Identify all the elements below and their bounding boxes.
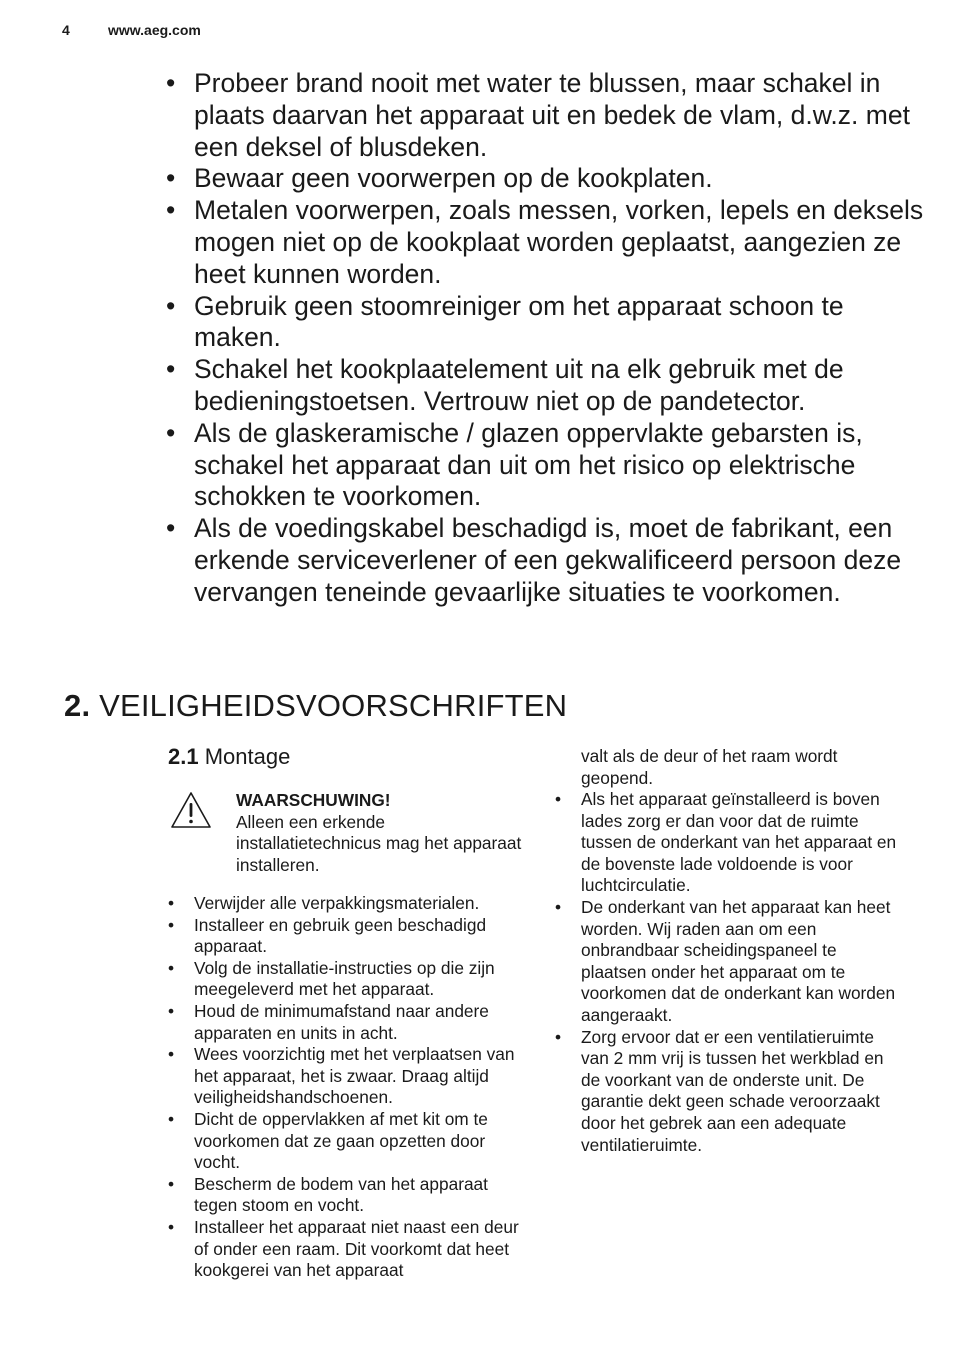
warning-triangle-icon <box>170 791 212 829</box>
list-item: • Houd de minimumafstand naar andere apparaten en units in acht. <box>168 1001 528 1044</box>
continued-text: valt als de deur of het raam wordt geopend. <box>581 746 838 788</box>
page-number: 4 <box>62 22 70 38</box>
website-url: www.aeg.com <box>108 22 201 38</box>
warning-block <box>236 790 526 876</box>
list-item: • Bescherm de bodem van het apparaat tegen stoom en vocht. <box>168 1174 528 1217</box>
list-item: • Als het apparaat geïnstalleerd is boven lades zorg er dan voor dat de ruimte tussen de onderkant van het apparaat en de bovenste lade voldoende is voor luchtcirculatie. <box>555 789 905 897</box>
section-heading <box>64 688 567 724</box>
safety-intro-list <box>166 68 926 609</box>
installation-list-left <box>168 893 528 1282</box>
list-item: • De onderkant van het apparaat kan heet worden. Wij raden aan om een onbrandbaar scheidingspaneel te plaatsen onder het apparaat om te voorkomen dat de onderkant kan worden aangeraakt. <box>555 897 905 1027</box>
installation-list-right <box>555 789 905 1156</box>
list-item: • Bewaar geen voorwerpen op de kookplaten. <box>166 163 926 195</box>
subsection-heading <box>168 744 290 770</box>
subsection-title: Montage <box>204 744 291 769</box>
list-item: • Gebruik geen stoomreiniger om het apparaat schoon te maken. <box>166 291 926 355</box>
list-item: • Schakel het kookplaatelement uit na elk gebruik met de bedieningstoetsen. Vertrouw niet op de pandetector. <box>166 354 926 418</box>
section-number: 2. <box>64 688 91 723</box>
list-item: • Dicht de oppervlakken af met kit om te voorkomen dat ze gaan opzetten door vocht. <box>168 1109 528 1174</box>
list-item: • Als de glaskeramische / glazen oppervlakte gebarsten is, schakel het apparaat dan uit om het risico op elektrische schokken te voorkomen. <box>166 418 926 513</box>
list-item: • Zorg ervoor dat er een ventilatieruimte van 2 mm vrij is tussen het werkblad en de voorkant van de onderste unit. De garantie dekt geen schade veroorzaakt door het gebrek aan een adequate ventilatieruimte. <box>555 1027 905 1157</box>
list-item: • Wees voorzichtig met het verplaatsen van het apparaat, het is zwaar. Draag altijd veiligheidshandschoenen. <box>168 1044 528 1109</box>
list-item: • Installeer het apparaat niet naast een deur of onder een raam. Dit voorkomt dat heet kookgerei van het apparaat <box>168 1217 528 1282</box>
list-item: • Probeer brand nooit met water te blussen, maar schakel in plaats daarvan het apparaat uit en bedek de vlam, d.w.z. met een deksel of blusdeken. <box>166 68 926 163</box>
list-item: • Als de voedingskabel beschadigd is, moet de fabrikant, een erkende serviceverlener of een gekwalificeerd persoon deze vervangen teneinde gevaarlijke situaties te voorkomen. <box>166 513 926 608</box>
list-item: • Metalen voorwerpen, zoals messen, vorken, lepels en deksels mogen niet op de kookplaat worden geplaatst, aangezien ze heet kunnen worden. <box>166 195 926 290</box>
warning-text: Alleen een erkende installatietechnicus mag het apparaat installeren. <box>236 811 522 875</box>
page-header <box>62 22 201 38</box>
list-item: • Volg de installatie-instructies op die zijn meegeleverd met het apparaat. <box>168 958 528 1001</box>
section-title: VEILIGHEIDSVOORSCHRIFTEN <box>99 688 568 723</box>
subsection-number: 2.1 <box>168 744 199 769</box>
list-item: • Installeer en gebruik geen beschadigd apparaat. <box>168 915 528 958</box>
list-item: • Verwijder alle verpakkingsmaterialen. <box>168 893 528 915</box>
warning-title: WAARSCHUWING! <box>236 790 391 810</box>
